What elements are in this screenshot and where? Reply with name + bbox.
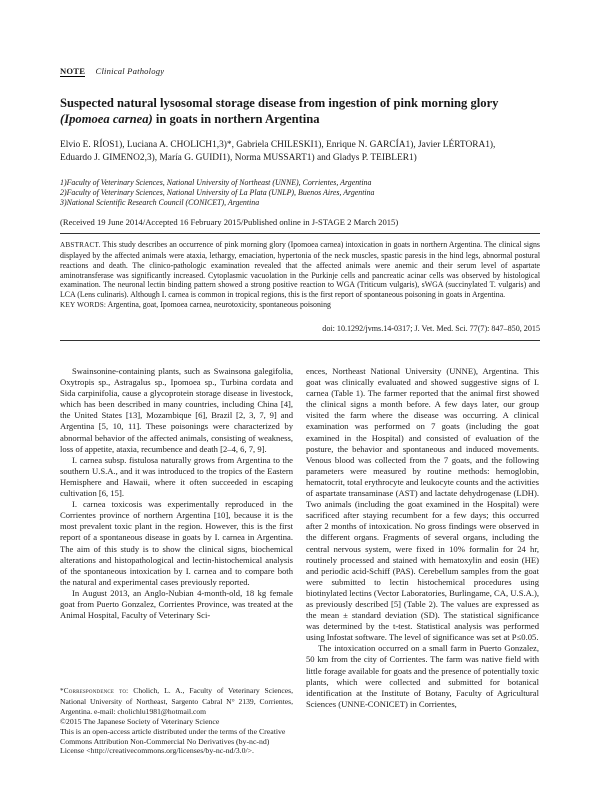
abstract <box>60 240 540 311</box>
copyright-line: ©2015 The Japanese Society of Veterinary Science <box>60 717 220 726</box>
paragraph: ences, Northeast National University (UNNE), Argentina. This goat was clinically evaluated and showed suggestive signs of I. carnea (Table 1). The farmer reported that the animal first showed the clinical signs a month before. A few days later, our group visited the farm where the disease was occurring. A clinical examination was performed on 7 goats (including the goat examined in the Hospital) and consisted of evaluation of the posture, the behavior and spontaneous and induced movements. Venous blood was collected from the 7 goats, and the following parameters were measured by routine methods: hemoglobin, hematocrit, total erythrocyte and leukocyte counts and the activities of aspartate transaminase (AST) and lactate dehydrogenase (LDH). Two animals (including the goat examined in the Hospital) were sacrificed after staying recumbent for a few days; this occurred after 2 months of intoxication. No gross findings were observed in the different organs. Fragments of several organs, including the central nervous system, were fixed in 10% formalin for 24 hr, routinely processed and stained with hematoxylin and eosin (HE) and periodic acid-Schiff (PAS). Cerebellum samples from the goat were submitted to lectin histochemical procedures using biotinylated lectins (Vector Laboratories, Burlingame, CA, U.S.A.), as previously described [5] (Table 2). The values are expressed as the mean ± standard deviation (SD). The statistical significance was determined by the t-test. Statistical analysis was performed using Infostat software. The level of significance was set at P≤0.05. <box>306 366 539 643</box>
title-line2: in goats in northern Argentina <box>152 112 320 126</box>
correspondence-label: *Correspondence to: <box>60 687 129 695</box>
keywords-label: KEY WORDS: <box>60 301 107 310</box>
divider-bottom <box>60 340 540 341</box>
affiliation-3: 3)National Scientific Research Council (CONICET), Argentina <box>60 197 260 207</box>
subsection-label: Clinical Pathology <box>95 66 165 76</box>
authors-line2: Eduardo J. GIMENO2,3), María G. GUIDI1), Norma MUSSART1) and Gladys P. TEIBLER1) <box>60 152 417 163</box>
abstract-text: This study describes an occurrence of pink morning glory (Ipomoea carnea) intoxication in goats in northern Argentina. The clinical signs displayed by the affected animals were ataxia, lethargy, emaciation, hypertonia of the neck muscles, spastic paresis in the hind legs, abnormal postural reactions and death. The clinico-pathologic examination revealed that the affected animals were anemic and their serum level of aspartate aminotransferase was significantly increased. Cytoplasmic vacuolation in the Purkinje cells and pancreatic acinar cells was observed by histological examination. The neuronal lectin binding pattern showed a strong positive reaction to WGA (Triticum vulgaris), sWGA (succinylated T. vulgaris) and LCA (Lens culinaris). Although I. carnea is common in tropical regions, this is the first report of spontaneous poisoning in goats in Argentina. <box>60 240 540 300</box>
divider-top <box>60 233 540 234</box>
paragraph: In August 2013, an Anglo-Nubian 4-month-old, 18 kg female goat from Puerto Gonzalez, Corrientes Province, was treated at the Animal Hospital, Faculty of Veterinary Sci- <box>60 587 293 621</box>
keywords-text: Argentina, goat, Ipomoea carnea, neurotoxicity, spontaneous poisoning <box>107 300 331 310</box>
paragraph: I. carnea toxicosis was experimentally reproduced in the Corrientes province of northern Argentina [10], because it is the most prevalent toxic plant in the region. However, this is the first report of a spontaneous disease in goats by I. carnea in Argentina. The aim of this study is to show the clinical signs, biochemical alterations and histopathological and lectin-histochemical analysis of the spontaneous intoxication by I. carnea and to compare both the natural and experimental cases previously reported. <box>60 499 293 587</box>
author-list <box>60 139 540 164</box>
body-column-left <box>60 366 293 621</box>
license-text: This is an open-access article distributed under the terms of the Creative Commons Attribution Non-Commercial No Derivatives (by-nc-nd) License <http://creativecommons.org/licenses/by-nc-nd/3.0/>. <box>60 726 286 756</box>
paragraph: The intoxication occurred on a small farm in Puerto Gonzalez, 50 km from the city of Corrientes. The farm was native field with little forage available for goats and the presence of potentially toxic plants, which were collected and submitted for botanical identification at the Institute of Botany, Faculty of Agricultural Sciences (UNNE-CONICET) in Corrientes, <box>306 643 539 709</box>
section-label: NOTE <box>60 66 86 76</box>
body-column-right <box>306 366 539 710</box>
received-dates: (Received 19 June 2014/Accepted 16 February 2015/Published online in J-STAGE 2 March 2015) <box>60 217 399 227</box>
section-header <box>60 66 164 76</box>
affiliations <box>60 178 540 207</box>
doi-citation: doi: 10.1292/jvms.14-0317; J. Vet. Med. Sci. 77(7): 847–850, 2015 <box>322 324 540 333</box>
title-species: (Ipomoea carnea) <box>60 112 153 126</box>
affiliation-2: 2)Faculty of Veterinary Sciences, National University of La Plata (UNLP), Buenos Aires, Argentina <box>60 187 375 197</box>
paragraph: Swainsonine-containing plants, such as Swainsona galegifolia, Oxytropis sp., Astragalus sp., Ipomoea sp., Turbina cordata and Sida carpinifolia, cause a glycoprotein storage disease in livestock, which has been described in many countries, including China [4], the United States [13], Mozambique [6], Brazil [2, 3, 7, 9] and Argentina [5, 10, 11]. These poisonings were characterized by abnormal behavior of the affected animals, consisting of weakness, loss of appetite, ataxia, recumbence and death [2–4, 6, 7, 9]. <box>60 366 293 454</box>
copyright-block <box>60 717 293 756</box>
article-title <box>60 95 540 127</box>
abstract-label: ABSTRACT. <box>60 241 101 249</box>
paragraph: I. carnea subsp. fistulosa naturally grows from Argentina to the southern U.S.A., and it was introduced to the tropics of the Eastern Hemisphere and Hawaii, where it often succeeded in escaping cultivation [6, 15]. <box>60 454 293 499</box>
affiliation-1: 1)Faculty of Veterinary Sciences, National University of Northeast (UNNE), Corrientes, Argentina <box>60 178 372 187</box>
title-line1: Suspected natural lysosomal storage disease from ingestion of pink morning glory <box>60 96 499 110</box>
correspondence-text: Cholich, L. A., Faculty of Veterinary Sciences, National University of Northeast, Sargento Cabral N° 2139, Corrientes, Argentina. e-mail: cholichlu1981@hotmail.com <box>60 686 294 716</box>
authors-line1: Elvio E. RÍOS1), Luciana A. CHOLICH1,3)*, Gabriela CHILESKI1), Enrique N. GARCÍA1), Javier LÉRTORA1), <box>60 140 496 150</box>
correspondence <box>60 686 293 716</box>
